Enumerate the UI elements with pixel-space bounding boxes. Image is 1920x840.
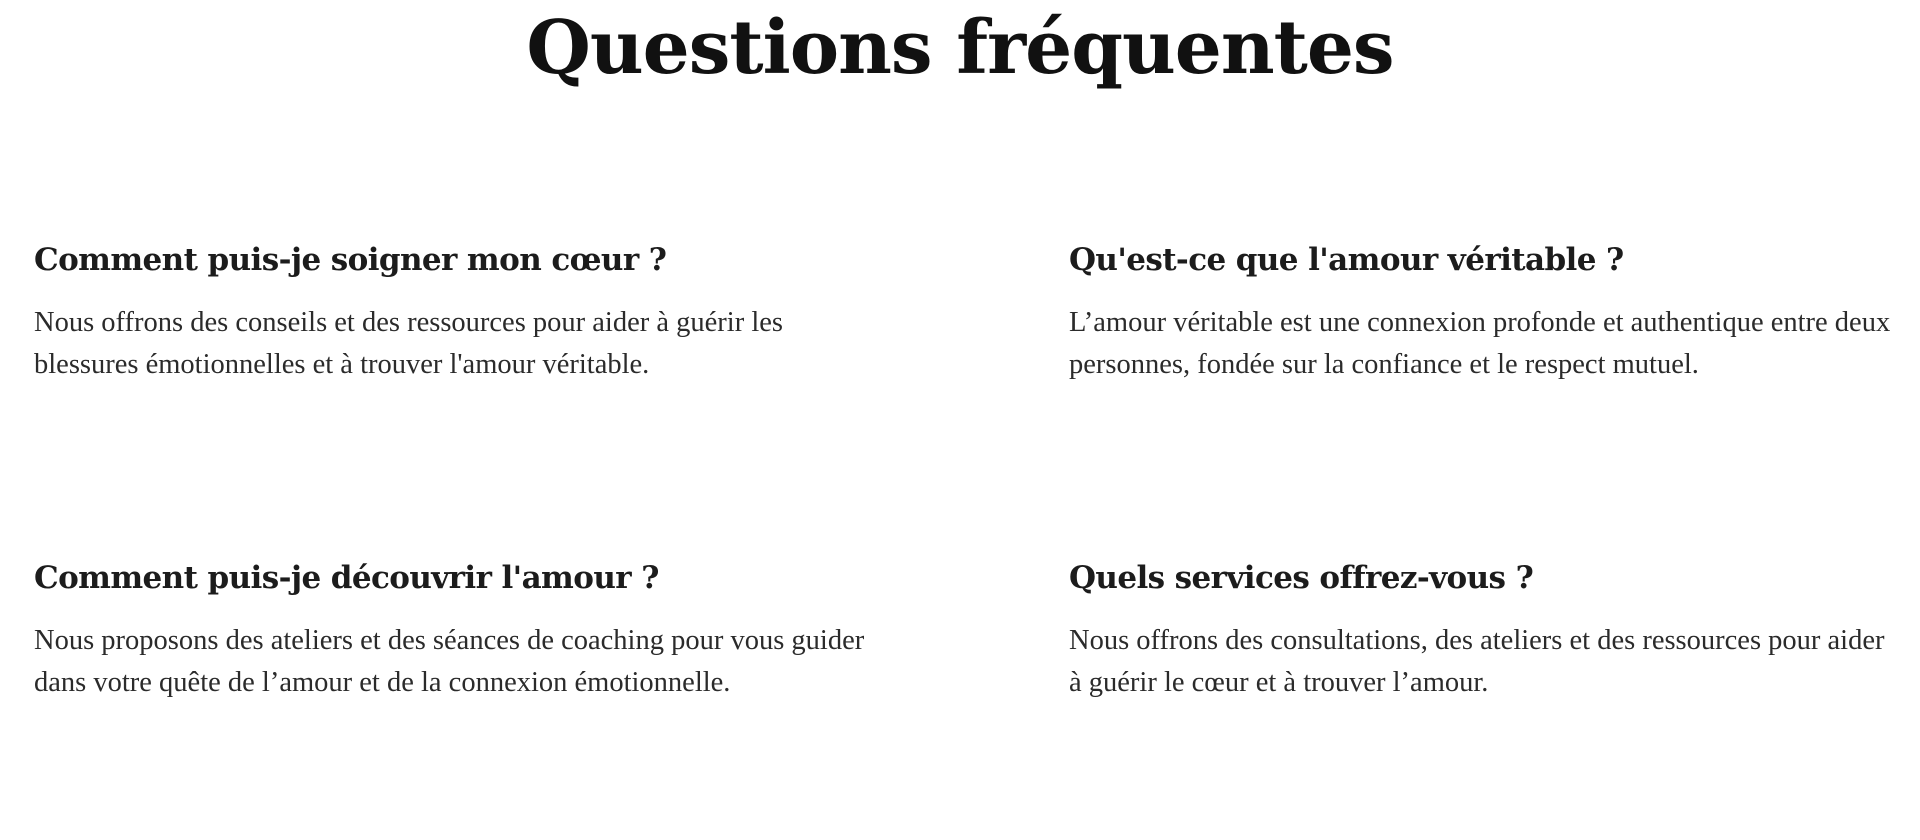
faq-answer: Nous proposons des ateliers et des séances de coaching pour vous guider dans votre quête de l’amour et de la connexion émotionnelle. — [34, 625, 865, 698]
faq-question: Comment puis-je découvrir l'amour ? — [34, 560, 659, 596]
faq-answer: Nous offrons des consultations, des ateliers et des ressources pour aider à guérir le cœur et à trouver l’amour. — [1069, 625, 1885, 698]
faq-question: Quels services offrez-vous ? — [1069, 560, 1534, 596]
faq-item — [1069, 556, 1920, 704]
faq-question: Comment puis-je soigner mon cœur ? — [34, 242, 667, 278]
faq-item — [34, 238, 894, 386]
faq-item — [34, 556, 894, 704]
faq-answer: L’amour véritable est une connexion profonde et authentique entre deux personnes, fondée sur la confiance et le respect mutuel. — [1069, 307, 1891, 380]
faq-answer: Nous offrons des conseils et des ressources pour aider à guérir les blessures émotionnelles et à trouver l'amour véritable. — [34, 307, 783, 380]
page-title: Questions fréquentes — [526, 5, 1394, 91]
faq-question: Qu'est-ce que l'amour véritable ? — [1069, 242, 1624, 278]
faq-item — [1069, 238, 1920, 386]
